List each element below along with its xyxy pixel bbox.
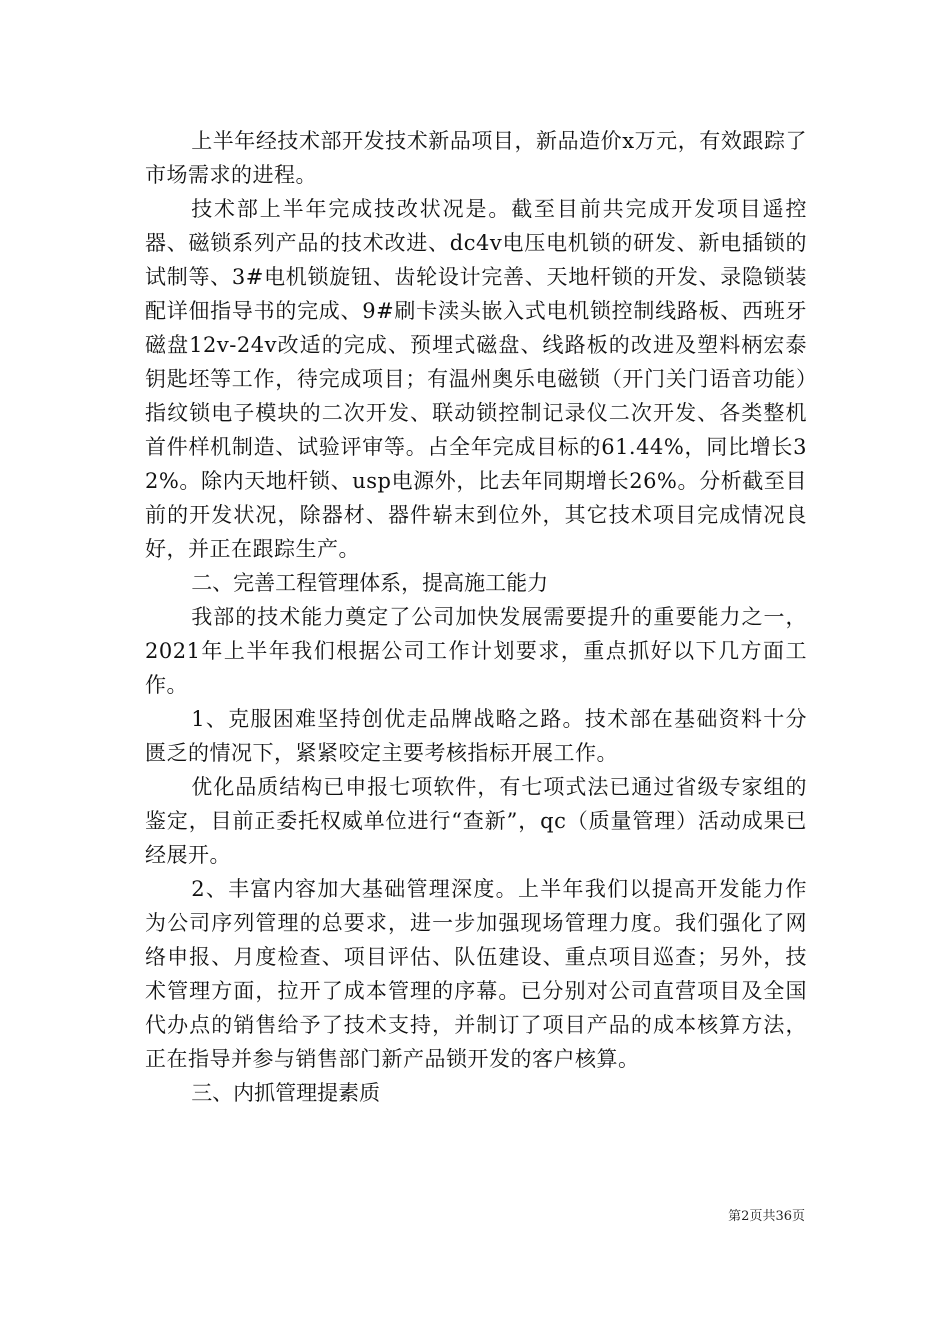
page-number-footer: 第2页共36页	[728, 1209, 805, 1224]
paragraph-tech-improvement: 技术部上半年完成技改状况是。截至目前共完成开发项目遥控器、磁锁系列产品的技术改进、dc4v电压电机锁的研发、新电插锁的试制等、3#电机锁旋钮、齿轮设计完善、天地杆锁的开发、录隐锁装配详佃指导书的完成、9#刷卡渎头嵌入式电机锁控制线路板、西班牙磁盘12v-24v改适的完成、预埋式磁盘、线路板的改进及塑料柄宏泰钥匙坯等工作，待完成项目；有温州奥乐电磁锁（开门关门语音功能）指纹锁电子模块的二次开发、联动锁控制记录仪二次开发、各类整机首件样机制造、试验评审等。占全年完成目标的61.44%，同比增长32%。除内天地杆锁、usp电源外，比去年同期增长26%。分析截至目前的开发状况，除器材、器件崭末到位外，其它技术项目完成情况良好，并正在跟踪生产。	[145, 197, 807, 561]
paragraph-brand-strategy: 1、克服困难坚持创优走品牌战略之路。技术部在基础资料十分匮乏的情况下，紧紧咬定主要考核指标开展工作。	[145, 707, 807, 765]
section-heading-internal-management: 三、内抓管理提素质	[191, 1081, 381, 1105]
paragraph-new-product: 上半年经技术部开发技术新品项目，新品造价x万元，有效跟踪了市场需求的进程。	[145, 129, 807, 187]
section-heading-engineering: 二、完善工程管理体系，提高施工能力	[191, 571, 549, 595]
document-body	[145, 124, 807, 1110]
paragraph-management-depth: 2、丰富内容加大基础管理深度。上半年我们以提高开发能力作为公司序列管理的总要求，进一步加强现场管理力度。我们强化了网络申报、月度检查、项目评估、队伍建设、重点项目巡查；另外，技术管理方面，拉开了成本管理的序幕。已分别对公司直营项目及全国代办点的销售给予了技术支持，并制订了项目产品的成本核算方法，正在指导并参与销售部门新产品锁开发的客户核算。	[145, 877, 807, 1071]
paragraph-tech-capability: 我部的技术能力奠定了公司加快发展需要提升的重要能力之一，2021年上半年我们根据公司工作计划要求，重点抓好以下几方面工作。	[145, 605, 807, 697]
paragraph-quality-structure: 优化品质结构已申报七项软件，有七项式法已通过省级专家组的鉴定，目前正委托权威单位进行“查新”，qc（质量管理）活动成果已经展开。	[145, 775, 807, 867]
